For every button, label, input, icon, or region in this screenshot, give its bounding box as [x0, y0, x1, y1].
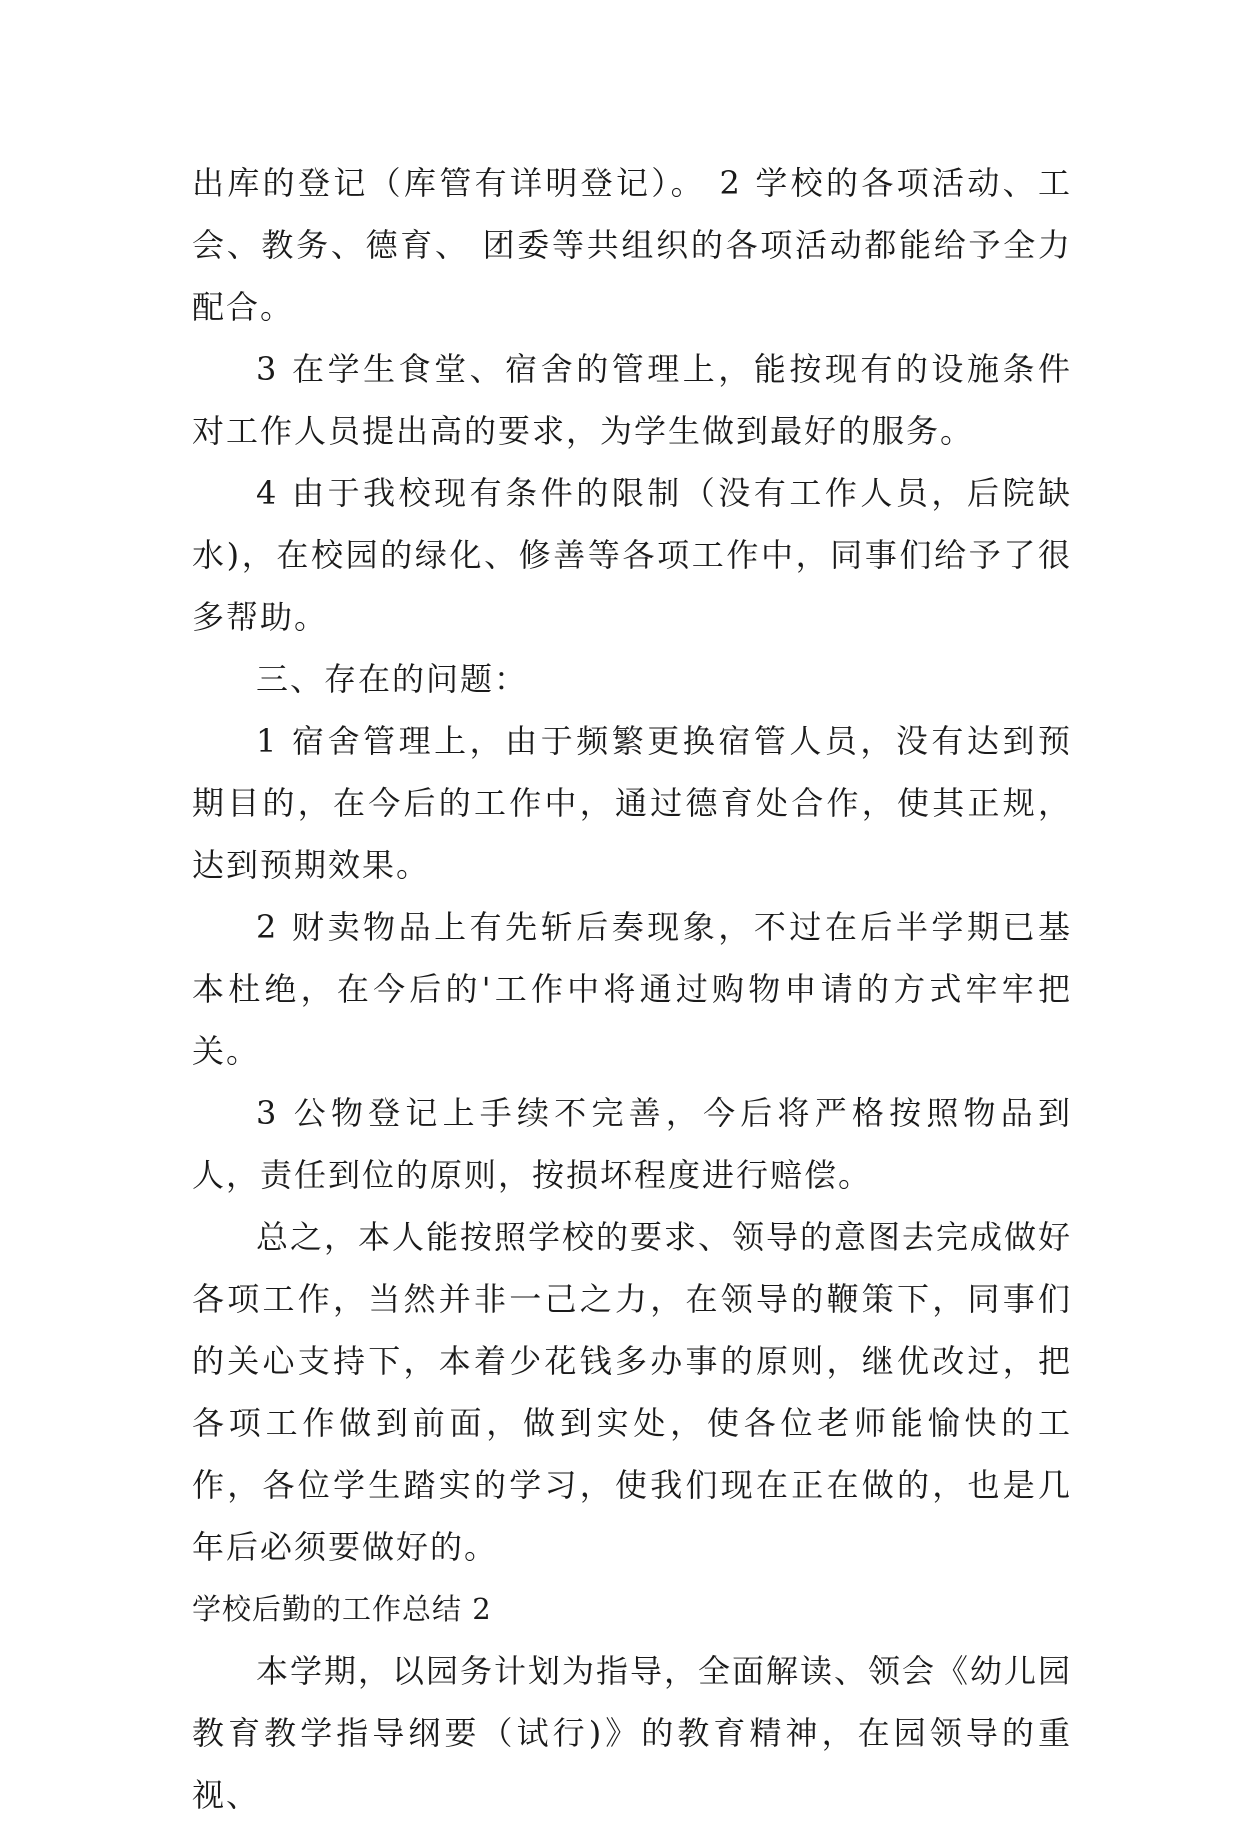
problem-item-3: 3 公物登记上手续不完善，今后将严格按照物品到人，责任到位的原则，按损坏程度进行赔偿。: [192, 1094, 1072, 1194]
paragraph-item-4: 4 由于我校现有条件的限制（没有工作人员，后院缺水)，在校园的绿化、修善等各项工作中，同事们给予了很多帮助。: [192, 474, 1072, 636]
problem-item-1: 1 宿舍管理上，由于频繁更换宿管人员，没有达到预期目的，在今后的工作中，通过德育处合作，使其正规，达到预期效果。: [192, 722, 1072, 884]
problem-item-2: 2 财卖物品上有先斩后奏现象，不过在后半学期已基本杜绝，在今后的'工作中将通过购物申请的方式牢牢把关。: [192, 908, 1072, 1070]
summary-paragraph: 总之，本人能按照学校的要求、领导的意图去完成做好各项工作，当然并非一己之力，在领导的鞭策下，同事们的关心支持下，本着少花钱多办事的原则，继优改过，把各项工作做到前面，做到实处，使各位老师能愉快的工作，各位学生踏实的学习，使我们现在正在做的，也是几年后必须要做好的。: [192, 1218, 1073, 1566]
section-heading: 学校后勤的工作总结 2: [192, 1592, 492, 1626]
section-title-problems: 三、存在的问题：: [256, 660, 529, 698]
paragraph-continuation: 出库的登记（库管有详明登记）。 2 学校的各项活动、工会、教务、德育、 团委等共组织的各项活动都能给予全力配合。: [192, 164, 1072, 326]
intro-paragraph: 本学期，以园务计划为指导，全面解读、领会《幼儿园教育教学指导纲要（试行)》的教育精神，在园领导的重视、: [192, 1652, 1073, 1814]
paragraph-item-3: 3 在学生食堂、宿舍的管理上，能按现有的设施条件对工作人员提出高的要求，为学生做到最好的服务。: [192, 350, 1072, 450]
document-body: [192, 152, 1072, 1826]
